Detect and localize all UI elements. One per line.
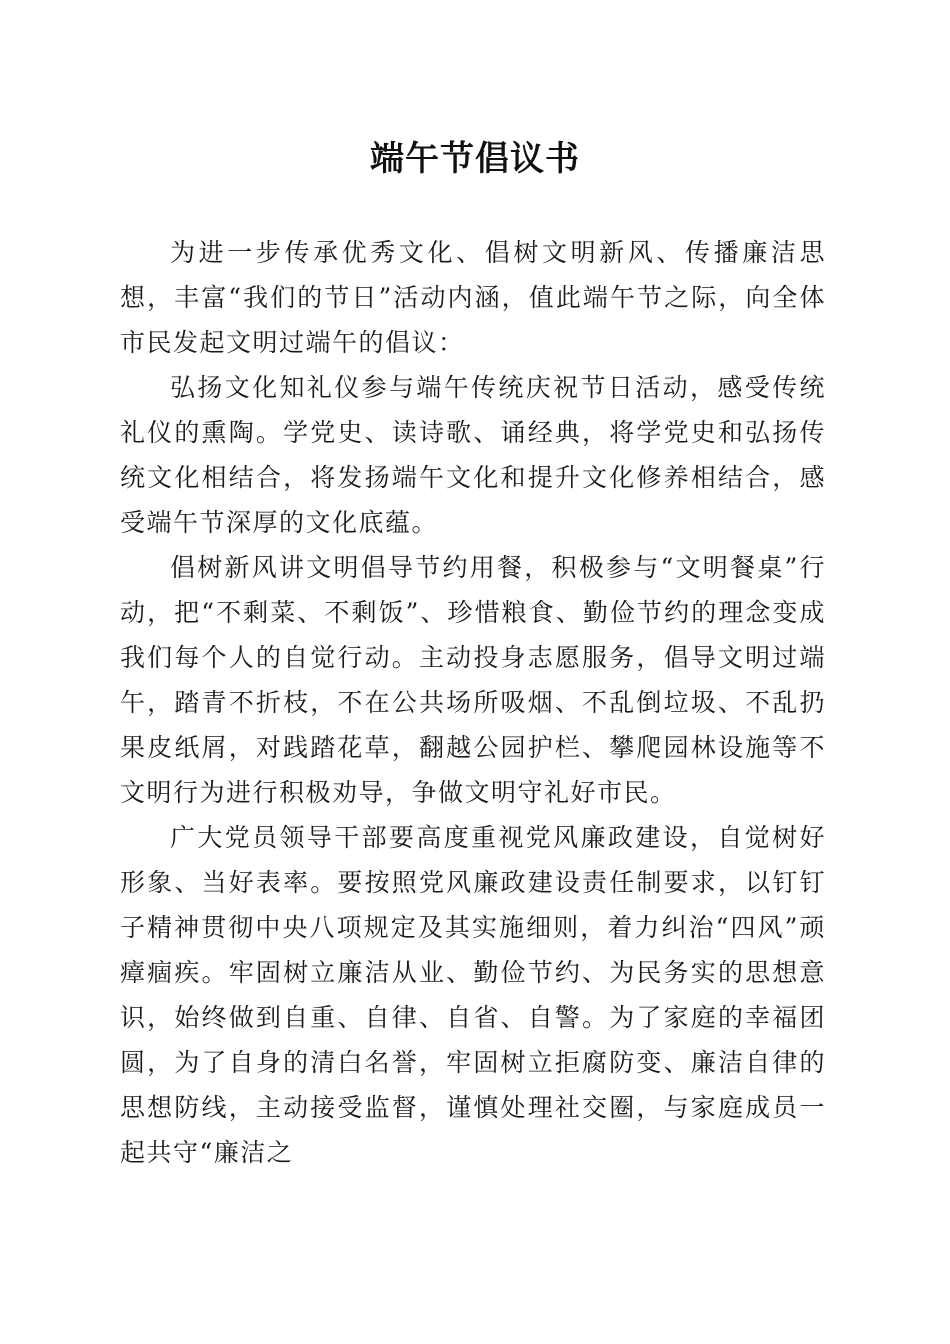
- document-body: [120, 230, 826, 1175]
- paragraph-integrity: 广大党员领导干部要高度重视党风廉政建设，自觉树好形象、当好表率。要按照党风廉政建设责任制要求，以钉钉子精神贯彻中央八项规定及其实施细则，着力纠治“四风”顽瘴痼疾。牢固树立廉洁从业、勤俭节约、为民务实的思想意识，始终做到自重、自律、自省、自警。为了家庭的幸福团圆，为了自身的清白名誉，牢固树立拒腐防变、廉洁自律的思想防线，主动接受监督，谨慎处理社交圈，与家庭成员一起共守“廉洁之: [120, 823, 826, 1167]
- document-title: 端午节倡议书: [370, 139, 580, 179]
- paragraph-civility: 倡树新风讲文明倡导节约用餐，积极参与“文明餐桌”行动，把“不剩菜、不剩饭”、珍惜粮食、勤俭节约的理念变成我们每个人的自觉行动。主动投身志愿服务，倡导文明过端午，踏青不折枝，不在公共场所吸烟、不乱倒垃圾、不乱扔果皮纸屑，对践踏花草，翻越公园护栏、攀爬园林设施等不文明行为进行积极劝导，争做文明守礼好市民。: [120, 553, 826, 807]
- paragraph-intro: 为进一步传承优秀文化、倡树文明新风、传播廉洁思想，丰富“我们的节日”活动内涵，值此端午节之际，向全体市民发起文明过端午的倡议：: [120, 238, 826, 357]
- paragraph-culture: 弘扬文化知礼仪参与端午传统庆祝节日活动，感受传统礼仪的熏陶。学党史、读诗歌、诵经典，将学党史和弘扬传统文化相结合，将发扬端午文化和提升文化修养相结合，感受端午节深厚的文化底蕴。: [120, 373, 826, 537]
